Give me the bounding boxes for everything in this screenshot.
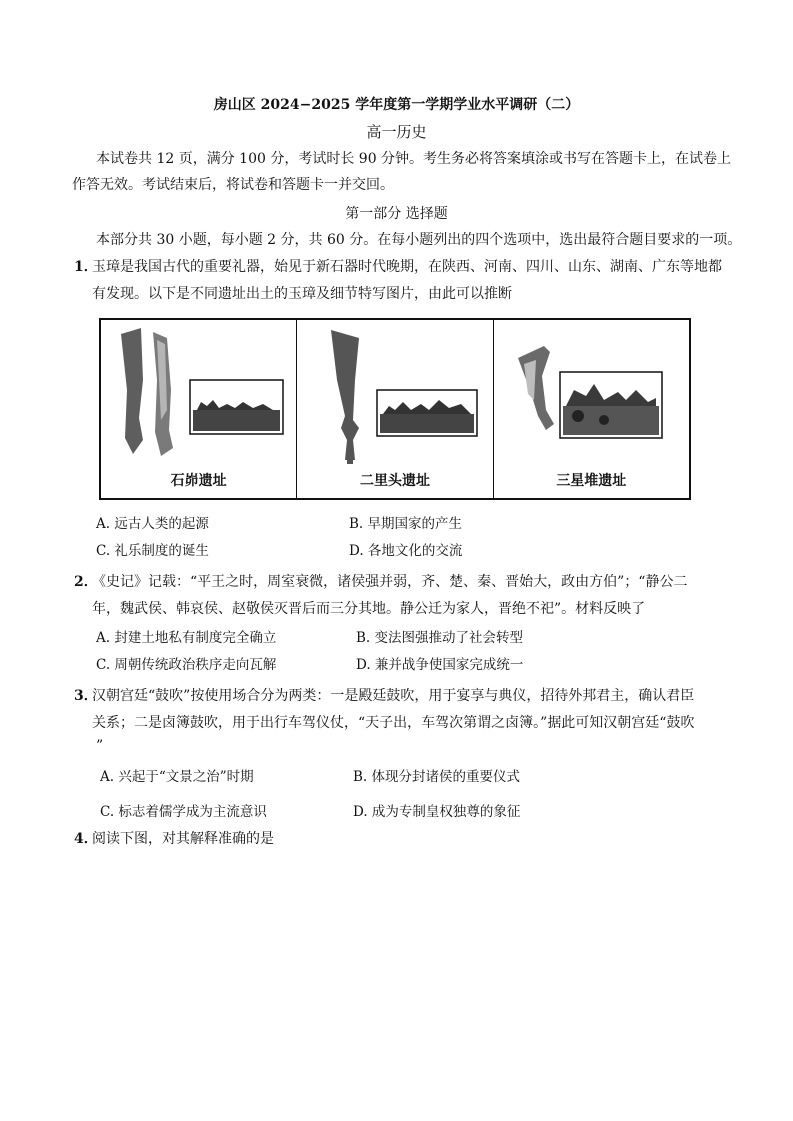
question-2-option-c[interactable]: C. 周朝传统政治秩序走向瓦解 xyxy=(96,657,277,673)
question-1-option-a[interactable]: A. 远古人类的起源 xyxy=(96,516,209,532)
figure-panel-shimao xyxy=(101,320,297,498)
instructions-line-1: 本试卷共 12 页，满分 100 分，考试时长 90 分钟。考生务必将答案填涂或书写在答题卡上，在试卷上 xyxy=(96,151,732,167)
caption-sanxingdui: 三星堆遗址 xyxy=(556,473,627,489)
question-1-number: 1． xyxy=(74,259,98,275)
question-2-option-a[interactable]: A. 封建土地私有制度完全确立 xyxy=(96,630,277,646)
figure-panel-erlitou xyxy=(297,320,493,498)
figure-panel-sanxingdui xyxy=(494,320,689,498)
question-4-line-1: 阅读下图，对其解释准确的是 xyxy=(92,831,274,847)
question-3-line-1: 汉朝宫廷“鼓吹”按使用场合分为两类：一是殿廷鼓吹，用于宴享与典仪，招待外邦君主，确认君臣 xyxy=(92,688,695,704)
question-1-line-2: 有发现。以下是不同遗址出土的玉璋及细节特写图片，由此可以推断 xyxy=(92,286,512,302)
jade-zhang-figure xyxy=(99,318,691,500)
question-3-line-3: ” xyxy=(96,738,104,754)
question-1-line-1: 玉璋是我国古代的重要礼器，始见于新石器时代晚期，在陕西、河南、四川、山东、湖南、广东等地都 xyxy=(92,259,722,275)
question-1-option-d[interactable]: D. 各地文化的交流 xyxy=(349,543,463,559)
section-description: 本部分共 30 小题，每小题 2 分，共 60 分。在每小题列出的四个选项中，选出最符合题目要求的一项。 xyxy=(96,232,742,248)
question-3-option-b[interactable]: B. 体现分封诸侯的重要仪式 xyxy=(353,769,521,785)
question-3-line-2: 关系；二是卤簿鼓吹，用于出行车驾仪仗，“天子出，车驾次第谓之卤簿。”据此可知汉朝宫廷“鼓吹 xyxy=(92,715,695,731)
question-2-number: 2． xyxy=(74,574,98,590)
exam-subject: 高一历史 xyxy=(366,123,427,141)
caption-shimao: 石峁遗址 xyxy=(170,473,227,489)
exam-title: 房山区 2024−2025 学年度第一学期学业水平调研（二） xyxy=(213,97,580,113)
question-3-option-a[interactable]: A. 兴起于“文景之治”时期 xyxy=(100,769,254,785)
question-2-line-2: 年，魏武侯、韩哀侯、赵敬侯灭晋后而三分其地。静公迁为家人，晋绝不祀”。材料反映了 xyxy=(92,601,646,617)
question-1-option-b[interactable]: B. 早期国家的产生 xyxy=(349,516,463,532)
question-2-option-b[interactable]: B. 变法图强推动了社会转型 xyxy=(356,630,524,646)
question-3-number: 3． xyxy=(74,688,98,704)
question-1-option-c[interactable]: C. 礼乐制度的诞生 xyxy=(96,543,209,559)
question-2-option-d[interactable]: D. 兼并战争使国家完成统一 xyxy=(356,657,524,673)
question-2-line-1: 《史记》记载：“平王之时，周室衰微，诸侯强并弱，齐、楚、秦、晋始大，政由方伯”；“静公二 xyxy=(92,574,688,590)
question-4-number: 4． xyxy=(74,831,98,847)
instructions-line-2: 作答无效。考试结束后，将试卷和答题卡一并交回。 xyxy=(72,177,394,193)
section-title: 第一部分 选择题 xyxy=(345,206,448,222)
caption-erlitou: 二里头遗址 xyxy=(359,473,430,489)
question-3-option-c[interactable]: C. 标志着儒学成为主流意识 xyxy=(100,804,267,820)
question-3-option-d[interactable]: D. 成为专制皇权独尊的象征 xyxy=(353,804,521,820)
